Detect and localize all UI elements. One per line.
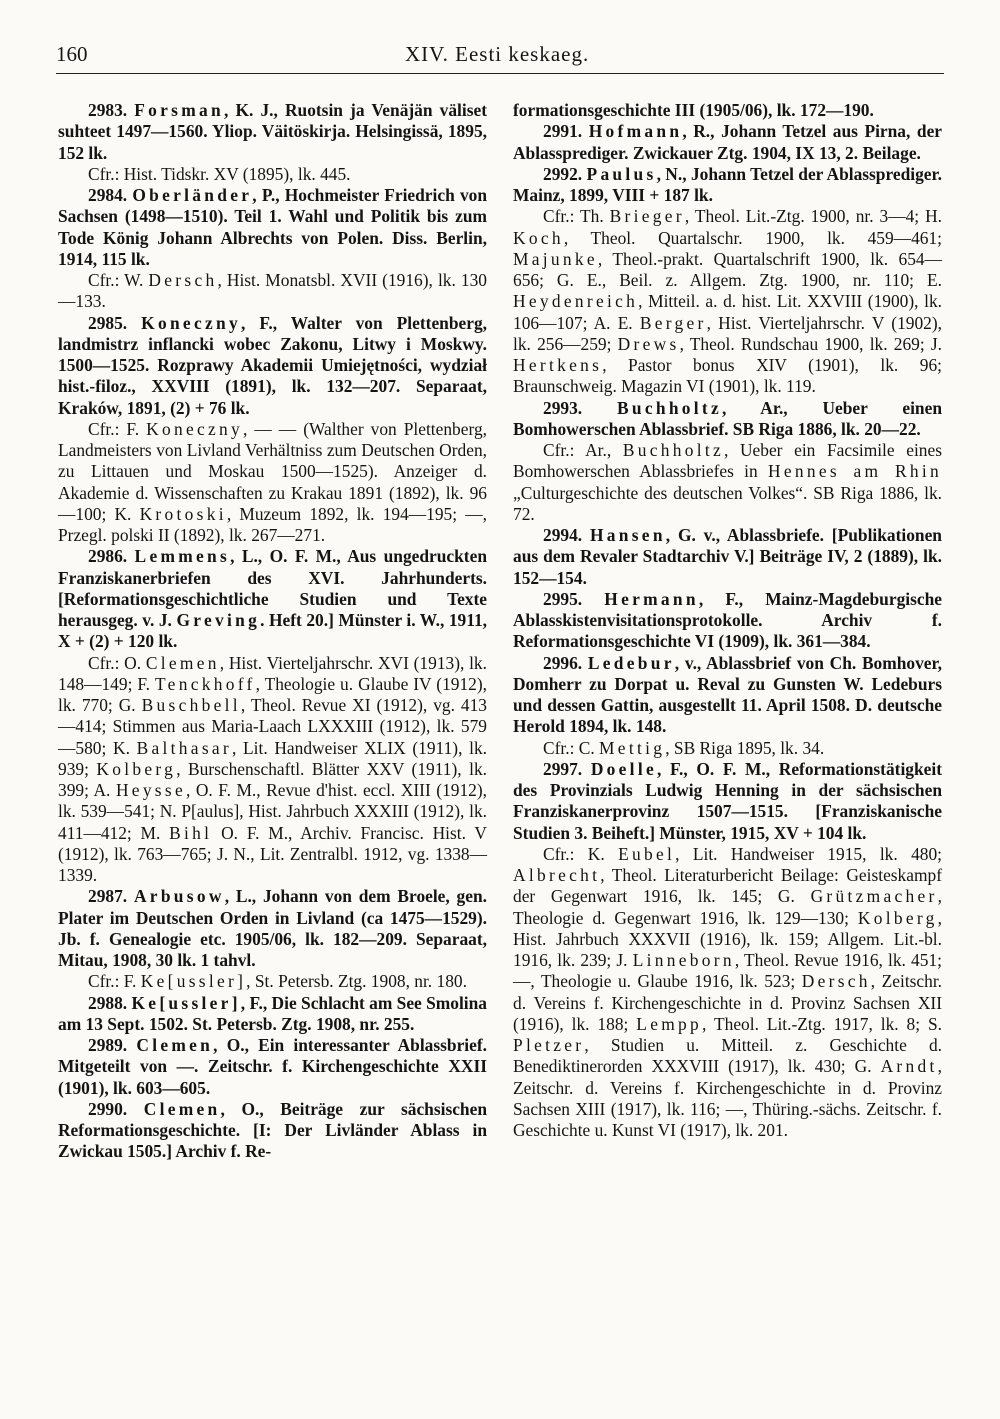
bibliography-entry (58, 886, 487, 971)
author-name: Heysse (115, 780, 186, 800)
author-name: Hofmann (588, 121, 683, 142)
author-name: Berger (639, 312, 707, 333)
entry-text: 2990. (88, 1098, 144, 1119)
entry-text: 2993. (543, 397, 617, 418)
entry-text: , N., Johann Tetzel der Ablassprediger. Mainz, 1899, VIII + 187 lk. (513, 163, 942, 205)
entry-text: , P., Hochmeister Friedrich von Sachsen (1498—1510). Teil 1. Wahl und Politik bis zum Tode König Johann Albrechts von Polen. Diss. Berlin, 1914, 115 lk. (58, 185, 488, 269)
bibliography-entry (58, 313, 487, 419)
review-citation (513, 440, 942, 525)
entry-text: Cfr.: Th. (543, 206, 610, 227)
entry-text: , Lit. Handweiser XLIX (1911), lk. 939; (58, 737, 487, 779)
entry-text: , Muzeum 1892, lk. 194—195; —, Przegl. polski II (1892), lk. 267—271. (58, 503, 487, 545)
entry-text: O. F. M., Archiv. Francisc. Hist. V (1912), lk. 763—765; J. N., Lit. Zentralbl. 1912, vg. 1338—1339. (58, 822, 487, 885)
entry-text: Cfr.: Hist. Tidskr. XV (1895), lk. 445. (88, 163, 351, 184)
author-name: Buchholtz (616, 397, 723, 418)
entry-text: , Theol. Lit.-Ztg. 1900, nr. 3—4; H. (684, 206, 942, 227)
entry-text: , Theologie u. Glaube IV (1912), lk. 770; G. (58, 673, 487, 715)
right-column (513, 100, 942, 1141)
header-rule (56, 73, 944, 74)
entry-text: , v., Ablassbrief von Ch. Bomhover, Domherr zu Dorpat u. Reval zu Gunsten W. Ledeburs und dessen Gattin, ausgestellt 11. April 1508. D. deutsche Herold 1894, lk. 148. (513, 652, 942, 737)
entry-text: , Lit. Handweiser 1915, lk. 480; (675, 843, 942, 864)
entry-text: , Burschenschaftl. Blätter XXV (1911), lk. 399; A. (58, 758, 487, 800)
author-name: Buchholtz (622, 440, 724, 460)
entry-text: 2992. (543, 163, 587, 184)
entry-text: 2986. (88, 546, 135, 567)
entry-text: , Hist. Vierteljahrschr. V (1902), lk. 256—259; (513, 312, 942, 354)
author-name: Dersch (801, 971, 871, 992)
entry-text: 2995. (543, 588, 605, 609)
review-citation (58, 971, 487, 992)
author-name: Clemen (136, 1035, 214, 1055)
entry-text: , Zeitschr. d. Vereins f. Kirchengeschichte in d. Provinz Sachsen XIII (1917), lk. 116; —, Thüring.-sächs. Zeitschr. f. Geschichte u. Kunst VI (1917), lk. 201. (513, 1056, 942, 1140)
entry-text: 2994. (543, 525, 590, 545)
entry-text: 2983. (88, 100, 135, 120)
entry-text: Cfr.: W. (88, 270, 149, 290)
author-name: Koch (513, 227, 564, 248)
entry-text: , L., O. F. M., Aus ungedruckten Franziskanerbriefen des XVI. Jahrhunderts. [Reformationsgeschichtliche Studien und Texte herausgeg. v. J. (58, 546, 487, 630)
author-name: Tenckhoff (154, 673, 256, 694)
author-name: Hennes am Rhin (767, 461, 942, 482)
entry-text: 2985. (88, 312, 142, 333)
author-name: Kolberg (857, 907, 938, 928)
author-name: Ke[ussler] (140, 971, 247, 992)
review-citation (513, 738, 942, 759)
author-name: Greving (176, 610, 261, 630)
author-name: Paulus (586, 163, 657, 184)
entry-text: , Zeitschr. d. Vereins f. Kirchengeschichte in d. Provinz Sachsen XII (1916), lk. 188; (513, 971, 943, 1034)
author-name: Koneczny (141, 312, 241, 333)
bibliography-entry (58, 185, 487, 270)
author-name: Balthasar (136, 737, 232, 758)
bibliography-entry (513, 525, 942, 589)
review-citation (513, 844, 942, 1142)
entry-text: , R., Johann Tetzel aus Pirna, der Ablassprediger. Zwickauer Ztg. 1904, IX 13, 2. Beilage. (513, 121, 943, 163)
bibliography-entry (513, 398, 942, 441)
bibliography-entry (58, 100, 487, 164)
review-citation (58, 653, 487, 887)
entry-text: , F., O. F. M., Reformationstätigkeit des Provinzials Ludwig Henning in der sächsischen Franziskanerprovinz 1507—1515. [Franziskanische Studien 3. Beiheft.] Münster, 1915, XV + 104 lk. (513, 758, 943, 843)
entry-text: . Heft 20.] Münster i. W., 1911, X + (2) + 120 lk. (58, 610, 487, 652)
author-name: Clemen (143, 1098, 221, 1119)
entry-text: Cfr.: F. (88, 971, 141, 992)
bibliography-entry (513, 164, 942, 207)
entry-text: , F., Mainz-Magdeburgische Ablasskistenvisitationsprotokolle. Archiv f. Reformationsgeschichte VI (1909), lk. 361—384. (513, 588, 942, 652)
entry-text: , Theologie d. Gegenwart 1916, lk. 129—130; (513, 886, 942, 928)
entry-text: , Theol. Revue XI (1912), vg. 413—414; Stimmen aus Maria-Laach LXXXIII (1912), lk. 579—580; K. (58, 695, 487, 758)
entry-text: , O., Beiträge zur sächsischen Reformationsgeschichte. [I: Der Livländer Ablass in Zwickau 1505.] Archiv f. Re- (58, 1098, 487, 1162)
entry-text: , O., Ein interessanter Ablassbrief. Mitgeteilt von —. Zeitschr. f. Kirchengeschichte XXII (1901), lk. 603—605. (58, 1035, 487, 1098)
author-name: Dersch (148, 270, 218, 290)
entry-text: 2991. (543, 121, 589, 142)
entry-text: 2984. (88, 185, 133, 205)
entry-text: Cfr.: K. (543, 843, 619, 864)
author-name: Pletzer (513, 1035, 585, 1055)
entry-text: , Studien u. Mitteil. z. Geschichte d. Benediktinerorden XXXVIII (1917), lk. 430; G. (513, 1035, 942, 1077)
author-name: Kolberg (96, 758, 177, 779)
author-name: Forsman (134, 100, 225, 120)
entry-text: , F., Die Schlacht am See Smolina am 13 Sept. 1502. St. Petersb. Ztg. 1908, nr. 255. (58, 992, 488, 1034)
author-name: Grützmacher (810, 886, 938, 907)
author-name: Ledebur (587, 652, 675, 673)
left-column (58, 100, 487, 1163)
bibliography-entry (513, 589, 942, 653)
bibliography-entry (513, 100, 942, 121)
bibliography-entry (513, 653, 942, 738)
entry-text: 2997. (543, 758, 591, 779)
entry-text: , — — (Walther von Plettenberg, Landmeisters von Livland Verhältniss zum Deutschen Orden, zu Littauen und Moskau 1500—1525). Anzeiger d. Akademie d. Wissenschaften zu Krakau 1891 (1892), lk. 96—100; K. (58, 418, 487, 524)
entry-text: , Theol. Literaturbericht Beilage: Geisteskampf der Gegenwart 1916, lk. 145; G. (513, 865, 942, 907)
entry-text: , L., Johann von dem Broele, gen. Plater im Deutschen Orden in Livland (ca 1475—1529). Jb. f. Genealogie etc. 1905/06, lk. 182—209. Separaat, Mitau, 1908, 30 lk. 1 tahvl. (58, 886, 487, 970)
author-name: Krotoski (139, 503, 227, 524)
entry-text: , Ueber ein Facsimile eines Bomhowerschen Ablassbriefes in (513, 440, 942, 482)
entry-text: , Ar., Ueber einen Bomhowerschen Ablassbrief. SB Riga 1886, lk. 20—22. (513, 397, 942, 439)
review-citation (513, 206, 942, 397)
entry-text: , St. Petersb. Ztg. 1908, nr. 180. (246, 971, 467, 992)
entry-text: , K. J., Ruotsin ja Venäjän väliset suhteet 1497—1560. Yliop. Väitöskirja. Helsingissä, 1895, 152 lk. (58, 100, 487, 163)
entry-text: , O. F. M., Revue d'hist. eccl. XIII (1912), lk. 539—541; N. P[aulus], Hist. Jahrbuch XXXIII (1912), lk. 411—412; M. (58, 780, 487, 843)
author-name: Linneborn (632, 950, 735, 970)
entry-text: 2987. (88, 886, 134, 907)
entry-text: , F., Walter von Plettenberg, landmistrz inflancki wobec Zakonu, Litwy i Moskwy. 1500—1525. Rozprawy Akademii Umiejętności, wydział hist.-filoz., XXVIII (1891), lk. 132—207. Separaat, Kraków, 1891, (2) + 76 lk. (58, 312, 487, 418)
author-name: Lemmens (134, 546, 231, 567)
author-name: Hertkens (513, 355, 603, 375)
entry-text: 2988. (88, 992, 132, 1013)
author-name: Bihl (169, 822, 213, 843)
bibliography-entry (58, 1099, 487, 1163)
review-citation (58, 419, 487, 547)
author-name: Arndt (880, 1056, 938, 1077)
author-name: Buschbell (141, 695, 241, 715)
author-name: Hansen (589, 525, 666, 545)
bibliography-entry (513, 121, 942, 164)
entry-text: , Theol. Revue 1916, lk. 451; —, Theologie u. Glaube 1916, lk. 523; (513, 950, 942, 992)
author-name: Oberländer (132, 185, 253, 205)
entry-text: , Mitteil. a. d. hist. Lit. XXVIII (1900), lk. 106—107; A. E. (513, 291, 942, 333)
entry-text: Cfr.: Ar., (543, 440, 623, 460)
entry-text: , G. v., Ablassbriefe. [Publikationen aus dem Revaler Stadtarchiv V.] Beiträge IV, 2 (1889), lk. 152—154. (513, 525, 942, 588)
author-name: Mettig (599, 737, 666, 758)
running-title: XIV. Eesti keskaeg. (405, 42, 590, 66)
entry-text: „Culturgeschichte des deutschen Volkes“. SB Riga 1886, lk. 72. (513, 482, 942, 524)
author-name: Doelle (590, 758, 657, 779)
entry-text: 2989. (88, 1035, 137, 1055)
author-name: Brieger (609, 206, 685, 227)
entry-text: , Hist. Monatsbl. XVII (1916), lk. 130—133. (58, 270, 487, 312)
entry-text: Cfr.: O. (88, 652, 146, 673)
entry-text: , Hist. Jahrbuch XXXVII (1916), lk. 159; Allgem. Lit.-bl. 1916, lk. 239; J. (513, 907, 942, 970)
author-name: Majunke (513, 248, 598, 269)
review-citation (58, 270, 487, 313)
author-name: Koneczny (146, 418, 243, 439)
author-name: Drews (617, 333, 680, 354)
entry-text: , SB Riga 1895, lk. 34. (665, 737, 825, 758)
entry-text: , Theol. Rundschau 1900, lk. 269; J. (679, 333, 942, 354)
author-name: Lempp (636, 1013, 703, 1034)
author-name: Clemen (145, 652, 220, 673)
page-number: 160 (56, 42, 88, 66)
bibliography-entry (513, 759, 942, 844)
entry-text: 2996. (543, 652, 588, 673)
bibliography-entry (58, 1035, 487, 1099)
author-name: Eubel (618, 843, 676, 864)
entry-text: Cfr.: F. (88, 418, 147, 439)
entry-text: Cfr.: C. (543, 737, 600, 758)
entry-text: , Theol.-prakt. Quartalschrift 1900, lk. 654—656; G. E., Beil. z. Allgem. Ztg. 1900, nr. 110; E. (513, 248, 942, 290)
bibliography-entry (58, 993, 487, 1036)
author-name: Albrecht (513, 865, 601, 885)
review-citation (58, 164, 487, 185)
entry-text: , Hist. Vierteljahrschr. XVI (1913), lk. 148—149; F. (58, 652, 487, 694)
bibliography-entry (58, 546, 487, 652)
author-name: Arbusow (133, 886, 225, 907)
entry-text: , Theol. Quartalschr. 1900, lk. 459—461; (563, 227, 942, 248)
author-name: Hermann (604, 588, 699, 609)
author-name: Heydenreich (513, 291, 639, 312)
entry-text: , Theol. Lit.-Ztg. 1917, lk. 8; S. (702, 1013, 942, 1034)
entry-text: , Pastor bonus XIV (1901), lk. 96; Braunschweig. Magazin VI (1901), lk. 119. (513, 355, 942, 397)
entry-text: formationsgeschichte III (1905/06), lk. 172—190. (513, 100, 874, 120)
author-name: Ke[ussler] (131, 992, 241, 1013)
